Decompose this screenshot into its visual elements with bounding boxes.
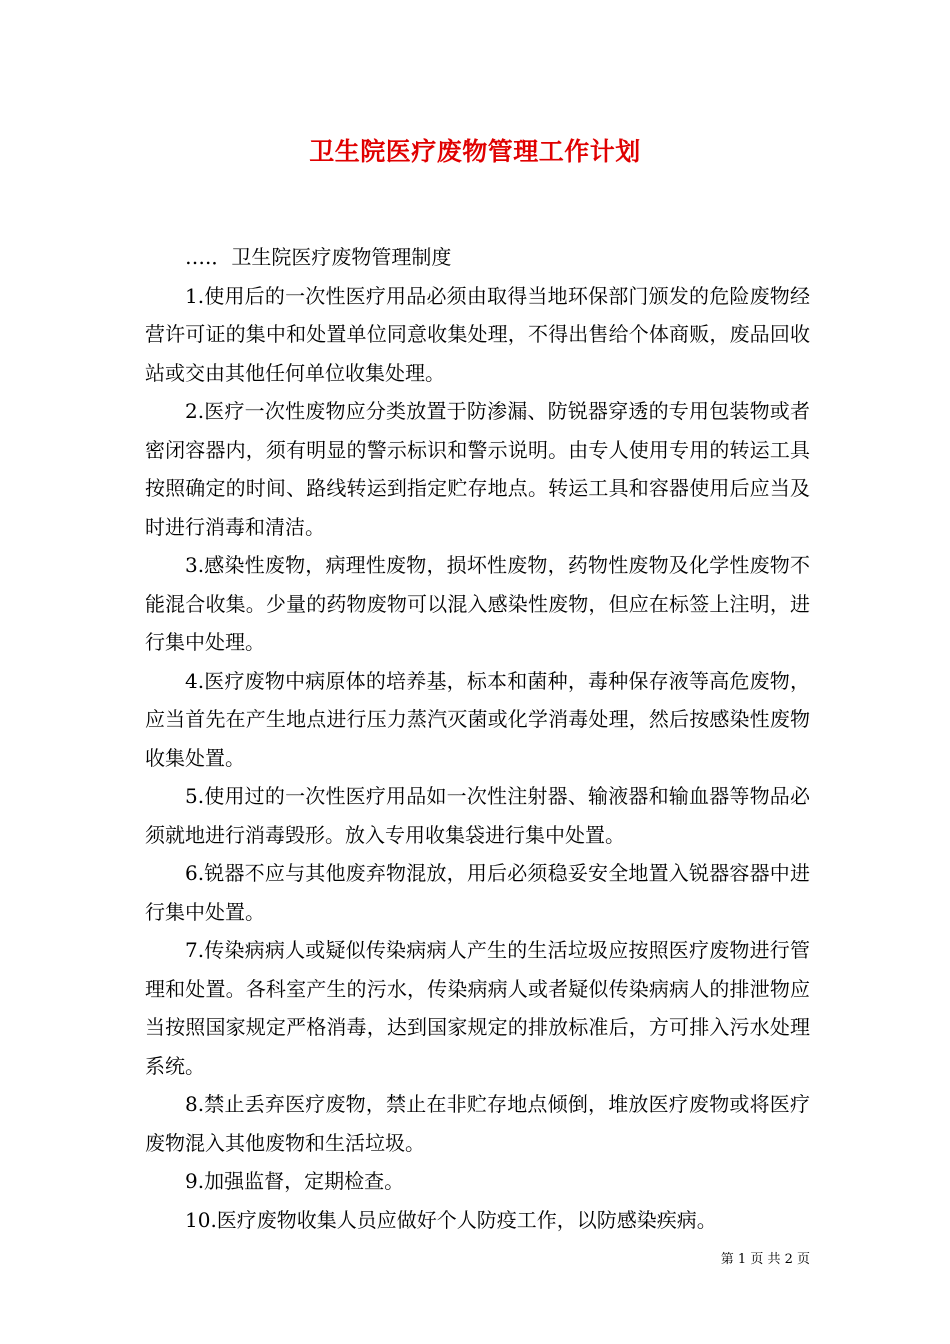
paragraph-5: 5.使用过的一次性医疗用品如一次性注射器、输液器和输血器等物品必须就地进行消毒毁形。放入专用收集袋进行集中处置。 bbox=[145, 784, 810, 847]
paragraph-6: 6.锐器不应与其他废弃物混放，用后必须稳妥安全地置入锐器容器中进行集中处置。 bbox=[145, 861, 810, 924]
paragraph-2: 2.医疗一次性废物应分类放置于防渗漏、防锐器穿透的专用包装物或者密闭容器内，须有明显的警示标识和警示说明。由专人使用专用的转运工具按照确定的时间、路线转运到指定贮存地点。转运工具和容器使用后应当及时进行消毒和清洁。 bbox=[145, 399, 810, 539]
page-number-footer: 第 1 页 共 2 页 bbox=[720, 1252, 810, 1267]
document-body bbox=[145, 238, 810, 1239]
paragraph-3: 3.感染性废物，病理性废物，损坏性废物，药物性废物及化学性废物不能混合收集。少量的药物废物可以混入感染性废物，但应在标签上注明，进行集中处理。 bbox=[145, 553, 810, 654]
paragraph-1: 1.使用后的一次性医疗用品必须由取得当地环保部门颁发的危险废物经营许可证的集中和处置单位同意收集处理，不得出售给个体商贩，废品回收站或交由其他任何单位收集处理。 bbox=[145, 283, 810, 385]
page-title: 卫生院医疗废物管理工作计划 bbox=[309, 137, 641, 166]
intro-line: ….．卫生院医疗废物管理制度 bbox=[185, 245, 452, 269]
paragraph-7: 7.传染病病人或疑似传染病病人产生的生活垃圾应按照医疗废物进行管理和处置。各科室产生的污水，传染病病人或者疑似传染病病人的排泄物应当按照国家规定严格消毒，达到国家规定的排放标准后，方可排入污水处理系统。 bbox=[145, 938, 810, 1078]
paragraph-10: 10.医疗废物收集人员应做好个人防疫工作，以防感染疾病。 bbox=[185, 1207, 717, 1232]
paragraph-8: 8.禁止丢弃医疗废物，禁止在非贮存地点倾倒，堆放医疗废物或将医疗废物混入其他废物和生活垃圾。 bbox=[145, 1092, 810, 1155]
paragraph-9: 9.加强监督，定期检查。 bbox=[185, 1169, 405, 1193]
paragraph-4: 4.医疗废物中病原体的培养基，标本和菌种，毒种保存液等高危废物，应当首先在产生地点进行压力蒸汽灭菌或化学消毒处理，然后按感染性废物收集处置。 bbox=[145, 668, 810, 770]
